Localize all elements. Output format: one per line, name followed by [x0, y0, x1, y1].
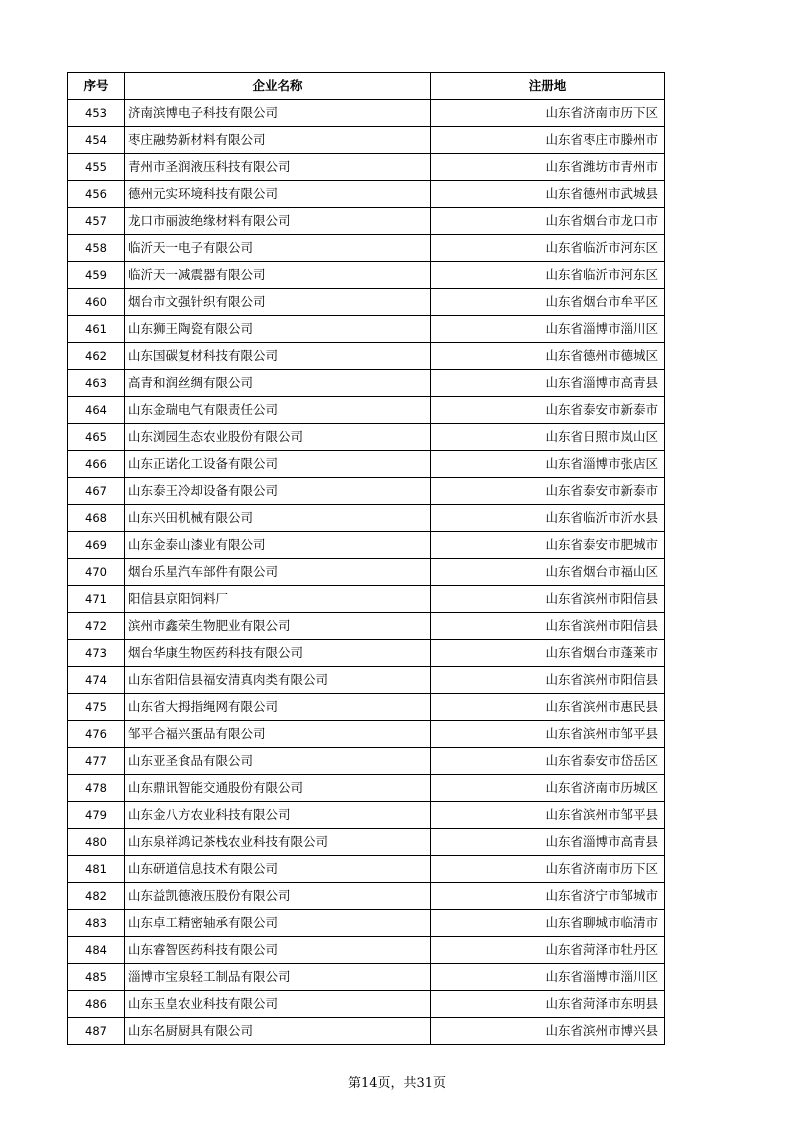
cell-company-name: 山东金瑞电气有限责任公司 — [125, 397, 431, 424]
cell-company-name: 山东鼎讯智能交通股份有限公司 — [125, 775, 431, 802]
table-row — [68, 829, 665, 856]
cell-company-name: 山东省大拇指绳网有限公司 — [125, 694, 431, 721]
table-row — [68, 964, 665, 991]
cell-company-name: 山东名厨厨具有限公司 — [125, 1018, 431, 1045]
table-row — [68, 559, 665, 586]
cell-company-name: 德州元实环境科技有限公司 — [125, 181, 431, 208]
cell-registration-place: 山东省临沂市河东区 — [431, 235, 665, 262]
cell-registration-place: 山东省菏泽市牡丹区 — [431, 937, 665, 964]
table-row — [68, 991, 665, 1018]
table-row — [68, 451, 665, 478]
cell-index: 463 — [68, 370, 125, 397]
table-row — [68, 748, 665, 775]
cell-company-name: 青州市圣润液压科技有限公司 — [125, 154, 431, 181]
cell-index: 454 — [68, 127, 125, 154]
table-row — [68, 532, 665, 559]
cell-index: 477 — [68, 748, 125, 775]
header-index: 序号 — [68, 73, 125, 100]
cell-index: 470 — [68, 559, 125, 586]
table-header — [68, 73, 665, 100]
cell-company-name: 山东国碳复材科技有限公司 — [125, 343, 431, 370]
table-row — [68, 127, 665, 154]
cell-index: 461 — [68, 316, 125, 343]
cell-index: 475 — [68, 694, 125, 721]
cell-registration-place: 山东省滨州市博兴县 — [431, 1018, 665, 1045]
table-row — [68, 181, 665, 208]
cell-index: 471 — [68, 586, 125, 613]
table-row — [68, 694, 665, 721]
table-row — [68, 397, 665, 424]
table-row — [68, 370, 665, 397]
table-row — [68, 505, 665, 532]
cell-registration-place: 山东省淄博市淄川区 — [431, 316, 665, 343]
cell-registration-place: 山东省烟台市蓬莱市 — [431, 640, 665, 667]
cell-company-name: 山东金泰山漆业有限公司 — [125, 532, 431, 559]
cell-company-name: 山东泉祥鸿记茶栈农业科技有限公司 — [125, 829, 431, 856]
cell-registration-place: 山东省滨州市邹平县 — [431, 721, 665, 748]
cell-company-name: 山东兴田机械有限公司 — [125, 505, 431, 532]
cell-registration-place: 山东省临沂市沂水县 — [431, 505, 665, 532]
table-row — [68, 937, 665, 964]
cell-company-name: 滨州市鑫荣生物肥业有限公司 — [125, 613, 431, 640]
table-row — [68, 1018, 665, 1045]
cell-registration-place: 山东省滨州市阳信县 — [431, 613, 665, 640]
cell-registration-place: 山东省滨州市邹平县 — [431, 802, 665, 829]
cell-index: 456 — [68, 181, 125, 208]
cell-index: 457 — [68, 208, 125, 235]
table-row — [68, 640, 665, 667]
cell-company-name: 山东正诺化工设备有限公司 — [125, 451, 431, 478]
cell-index: 479 — [68, 802, 125, 829]
cell-index: 464 — [68, 397, 125, 424]
cell-registration-place: 山东省泰安市新泰市 — [431, 478, 665, 505]
cell-index: 468 — [68, 505, 125, 532]
table-row — [68, 910, 665, 937]
cell-index: 474 — [68, 667, 125, 694]
cell-company-name: 山东省阳信县福安清真肉类有限公司 — [125, 667, 431, 694]
table-body — [68, 100, 665, 1045]
table-row — [68, 262, 665, 289]
table-row — [68, 802, 665, 829]
header-registration-place: 注册地 — [431, 73, 665, 100]
cell-index: 487 — [68, 1018, 125, 1045]
cell-registration-place: 山东省泰安市新泰市 — [431, 397, 665, 424]
cell-registration-place: 山东省滨州市阳信县 — [431, 667, 665, 694]
table-row — [68, 316, 665, 343]
cell-index: 458 — [68, 235, 125, 262]
cell-index: 466 — [68, 451, 125, 478]
table-row — [68, 343, 665, 370]
table-row — [68, 478, 665, 505]
cell-index: 465 — [68, 424, 125, 451]
cell-company-name: 山东泰王冷却设备有限公司 — [125, 478, 431, 505]
cell-company-name: 枣庄融势新材料有限公司 — [125, 127, 431, 154]
cell-registration-place: 山东省菏泽市东明县 — [431, 991, 665, 1018]
cell-index: 478 — [68, 775, 125, 802]
cell-index: 467 — [68, 478, 125, 505]
enterprise-table — [67, 72, 665, 1045]
cell-company-name: 山东亚圣食品有限公司 — [125, 748, 431, 775]
cell-registration-place: 山东省滨州市阳信县 — [431, 586, 665, 613]
cell-company-name: 山东狮王陶瓷有限公司 — [125, 316, 431, 343]
cell-company-name: 邹平合福兴蛋品有限公司 — [125, 721, 431, 748]
cell-company-name: 山东研道信息技术有限公司 — [125, 856, 431, 883]
cell-index: 453 — [68, 100, 125, 127]
cell-company-name: 山东益凯德液压股份有限公司 — [125, 883, 431, 910]
cell-index: 462 — [68, 343, 125, 370]
cell-index: 476 — [68, 721, 125, 748]
cell-company-name: 烟台华康生物医药科技有限公司 — [125, 640, 431, 667]
cell-registration-place: 山东省泰安市肥城市 — [431, 532, 665, 559]
cell-registration-place: 山东省淄博市高青县 — [431, 370, 665, 397]
cell-index: 455 — [68, 154, 125, 181]
header-row — [68, 73, 665, 100]
enterprise-table-container — [67, 72, 664, 1045]
header-company-name: 企业名称 — [125, 73, 431, 100]
cell-index: 469 — [68, 532, 125, 559]
cell-company-name: 山东卓工精密轴承有限公司 — [125, 910, 431, 937]
cell-registration-place: 山东省烟台市牟平区 — [431, 289, 665, 316]
cell-registration-place: 山东省烟台市龙口市 — [431, 208, 665, 235]
cell-company-name: 临沂天一电子有限公司 — [125, 235, 431, 262]
cell-registration-place: 山东省日照市岚山区 — [431, 424, 665, 451]
table-row — [68, 424, 665, 451]
cell-company-name: 龙口市丽波绝缘材料有限公司 — [125, 208, 431, 235]
cell-index: 473 — [68, 640, 125, 667]
cell-company-name: 烟台市文强针织有限公司 — [125, 289, 431, 316]
cell-company-name: 山东浏园生态农业股份有限公司 — [125, 424, 431, 451]
table-row — [68, 775, 665, 802]
cell-registration-place: 山东省德州市武城县 — [431, 181, 665, 208]
cell-company-name: 济南滨博电子科技有限公司 — [125, 100, 431, 127]
table-row — [68, 586, 665, 613]
cell-registration-place: 山东省淄博市高青县 — [431, 829, 665, 856]
cell-company-name: 烟台乐星汽车部件有限公司 — [125, 559, 431, 586]
cell-registration-place: 山东省泰安市岱岳区 — [431, 748, 665, 775]
cell-registration-place: 山东省济宁市邹城市 — [431, 883, 665, 910]
cell-registration-place: 山东省济南市历城区 — [431, 775, 665, 802]
cell-registration-place: 山东省烟台市福山区 — [431, 559, 665, 586]
cell-registration-place: 山东省临沂市河东区 — [431, 262, 665, 289]
table-row — [68, 613, 665, 640]
cell-company-name: 淄博市宝泉轻工制品有限公司 — [125, 964, 431, 991]
cell-index: 486 — [68, 991, 125, 1018]
cell-company-name: 山东睿智医药科技有限公司 — [125, 937, 431, 964]
cell-index: 481 — [68, 856, 125, 883]
cell-registration-place: 山东省枣庄市滕州市 — [431, 127, 665, 154]
cell-registration-place: 山东省滨州市惠民县 — [431, 694, 665, 721]
table-row — [68, 883, 665, 910]
table-row — [68, 208, 665, 235]
cell-index: 460 — [68, 289, 125, 316]
cell-company-name: 山东金八方农业科技有限公司 — [125, 802, 431, 829]
table-row — [68, 289, 665, 316]
cell-company-name: 高青和润丝绸有限公司 — [125, 370, 431, 397]
cell-company-name: 临沂天一减震器有限公司 — [125, 262, 431, 289]
cell-company-name: 阳信县京阳饲料厂 — [125, 586, 431, 613]
cell-registration-place: 山东省淄博市张店区 — [431, 451, 665, 478]
cell-index: 483 — [68, 910, 125, 937]
table-row — [68, 100, 665, 127]
cell-index: 485 — [68, 964, 125, 991]
cell-index: 484 — [68, 937, 125, 964]
cell-index: 459 — [68, 262, 125, 289]
cell-registration-place: 山东省济南市历下区 — [431, 100, 665, 127]
page-number: 第14页，共31页 — [347, 1076, 447, 1091]
cell-registration-place: 山东省淄博市淄川区 — [431, 964, 665, 991]
table-row — [68, 721, 665, 748]
cell-registration-place: 山东省德州市德城区 — [431, 343, 665, 370]
cell-index: 482 — [68, 883, 125, 910]
cell-company-name: 山东玉皇农业科技有限公司 — [125, 991, 431, 1018]
cell-index: 480 — [68, 829, 125, 856]
table-row — [68, 235, 665, 262]
cell-index: 472 — [68, 613, 125, 640]
table-row — [68, 856, 665, 883]
cell-registration-place: 山东省济南市历下区 — [431, 856, 665, 883]
table-row — [68, 667, 665, 694]
cell-registration-place: 山东省潍坊市青州市 — [431, 154, 665, 181]
table-row — [68, 154, 665, 181]
cell-registration-place: 山东省聊城市临清市 — [431, 910, 665, 937]
